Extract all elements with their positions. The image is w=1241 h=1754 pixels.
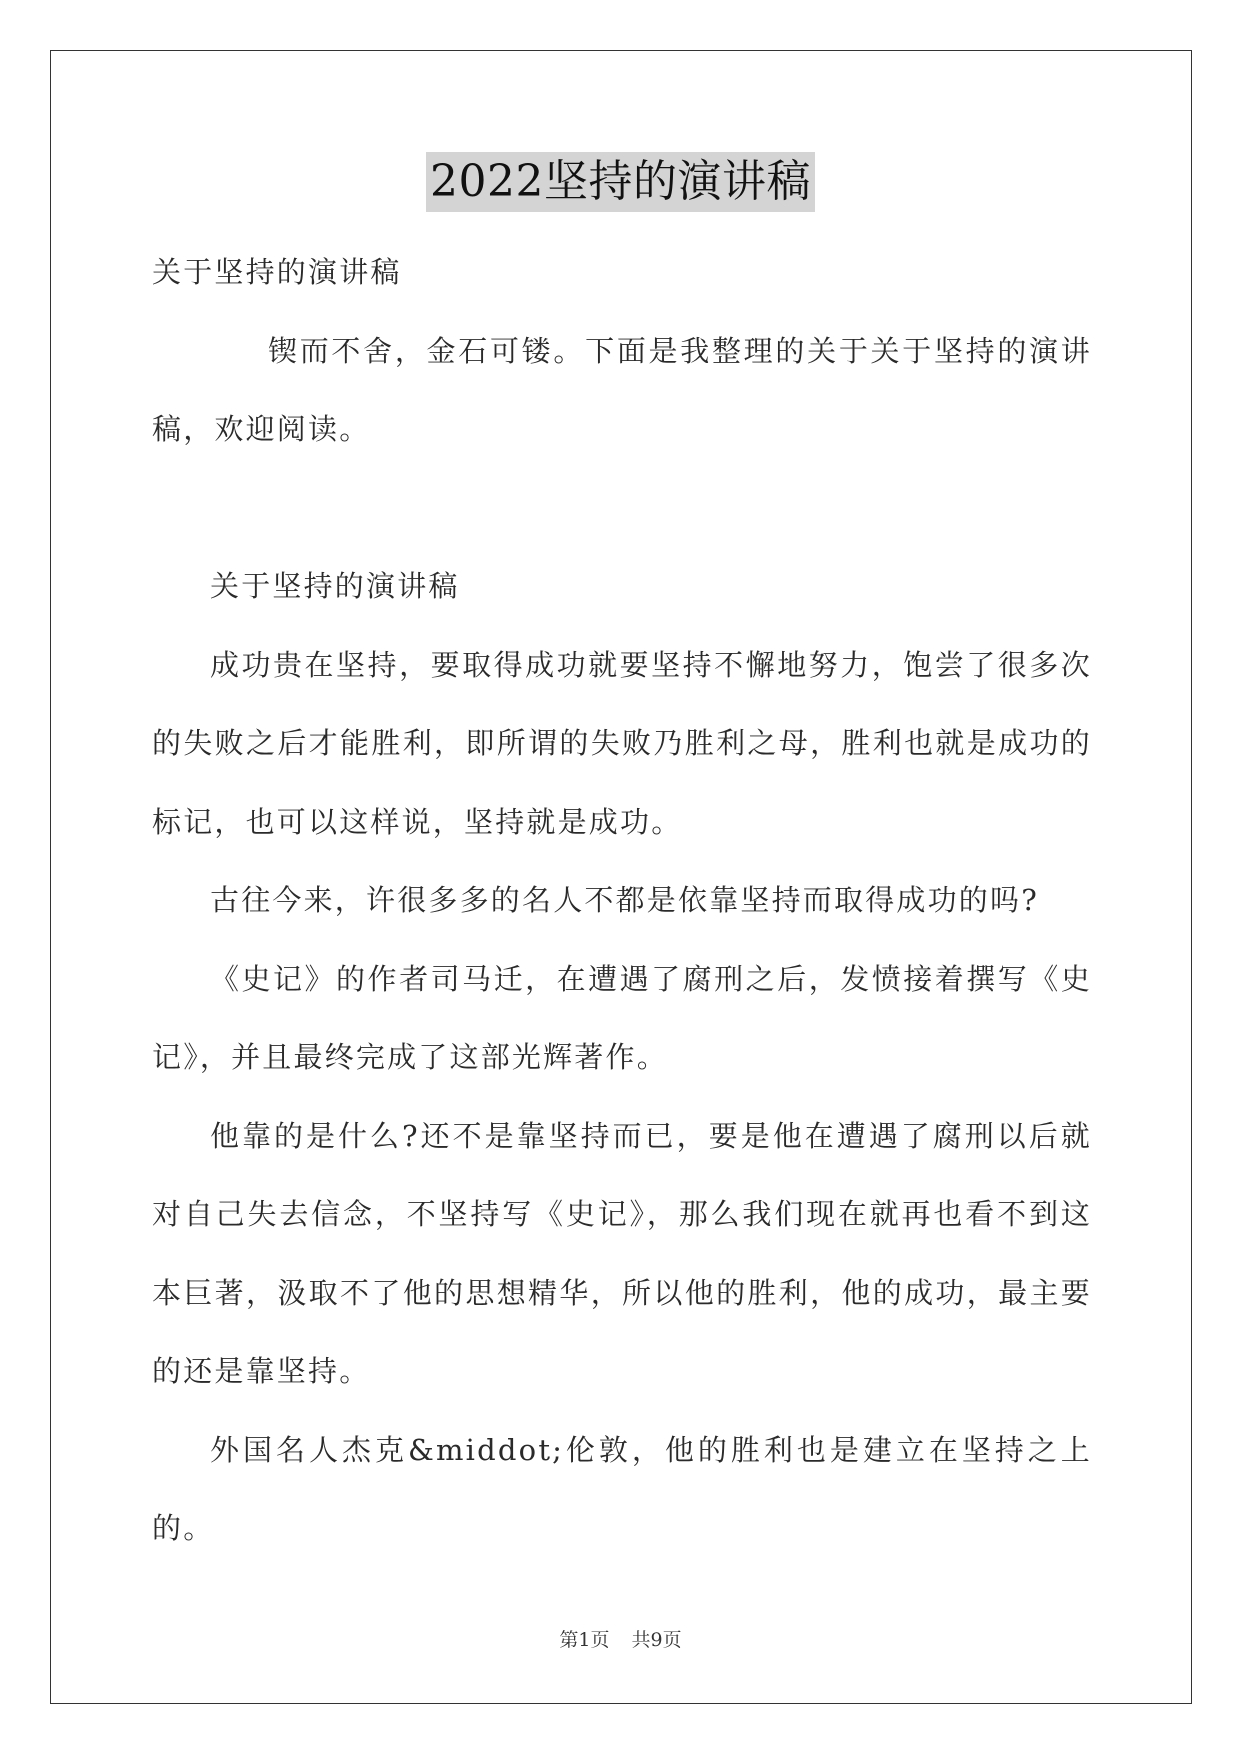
subtitle-paragraph: 关于坚持的演讲稿 [152,255,402,289]
body-paragraph: 《史记》的作者司马迁，在遭遇了腐刑之后，发愤接着撰写《史记》，并且最终完成了这部光辉著作。 [152,961,1092,1074]
document-body [152,233,1092,1568]
intro-paragraph: 锲而不舍，金石可镂。下面是我整理的关于关于坚持的演讲稿，欢迎阅读。 [152,333,1092,446]
section-heading: 关于坚持的演讲稿 [210,569,460,603]
document-title: 2022坚持的演讲稿 [426,152,815,212]
page-number-total: 共9页 [631,1629,682,1651]
page-number-current: 第1页 [559,1629,610,1651]
body-paragraph: 成功贵在坚持，要取得成功就要坚持不懈地努力，饱尝了很多次的失败之后才能胜利，即所谓的失败乃胜利之母，胜利也就是成功的标记，也可以这样说，坚持就是成功。 [152,647,1092,839]
body-paragraph: 古往今来，许很多多的名人不都是依靠坚持而取得成功的吗? [210,883,1039,917]
title-container [0,152,1241,212]
blank-line [152,469,1092,548]
page-footer [0,1625,1241,1652]
body-paragraph: 他靠的是什么?还不是靠坚持而已，要是他在遭遇了腐刑以后就对自己失去信念，不坚持写《史记》，那么我们现在就再也看不到这本巨著，汲取不了他的思想精华，所以他的胜利，他的成功，最主要的还是靠坚持。 [152,1118,1092,1388]
body-paragraph: 外国名人杰克&middot;伦敦，他的胜利也是建立在坚持之上的。 [152,1432,1092,1545]
